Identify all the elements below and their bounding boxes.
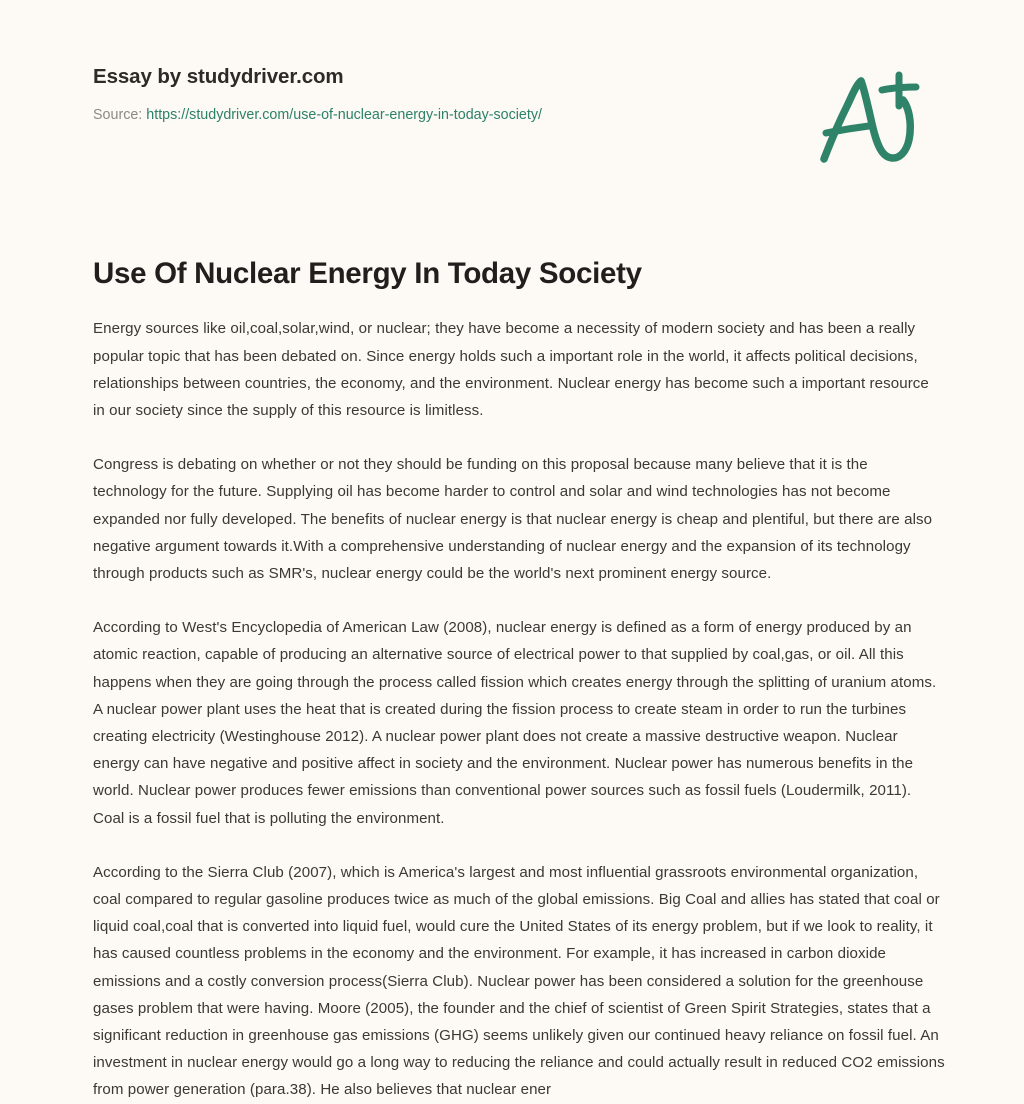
a-plus-logo xyxy=(812,62,932,172)
source-label: Source: xyxy=(93,106,143,123)
essay-paragraph: According to the Sierra Club (2007), which is America's largest and most influential grassroots environmental organization, coal compared to regular gasoline produces twice as much of the global emissions. Big Coal and allies has stated that coal or liquid coal,coal that is converted into liquid fuel, would cure the United States of its energy problem, but if we look to reality, it has caused countless problems in the economy and the environment. For example, it has increased in carbon dioxide emissions and a costly conversion process(Sierra Club). Nuclear power has been considered a solution for the greenhouse gases problem that were having. Moore (2005), the founder and the chief of scientist of Green Spirit Strategies, states that a significant reduction in greenhouse gas emissions (GHG) seems unlikely given our continued heavy reliance on fossil fuel. An investment in nuclear energy would go a long way to reducing the reliance and could actually result in reduced CO2 emissions from power generation (para.38). He also believes that nuclear ener xyxy=(93,863,945,1099)
essay-attribution-title: Essay by studydriver.com xyxy=(93,65,344,88)
essay-body xyxy=(93,315,945,1103)
a-plus-logo-icon xyxy=(812,62,932,172)
essay-paragraph: According to West's Encyclopedia of American Law (2008), nuclear energy is defined as a form of energy produced by an atomic reaction, capable of producing an alternative source of electrical power to that supplied by coal,gas, or oil. All this happens when they are going through the process called fission which creates energy through the splitting of uranium atoms. A nuclear power plant uses the heat that is created during the fission process to create steam in order to run the turbines creating electricity (Westinghouse 2012). A nuclear power plant does not create a massive destructive weapon. Nuclear energy can have negative and positive affect in society and the environment. Nuclear power has numerous benefits in the world. Nuclear power produces fewer emissions than conventional power sources such as fossil fuels (Loudermilk, 2011). Coal is a fossil fuel that is polluting the environment. xyxy=(93,619,937,827)
page-title: Use Of Nuclear Energy In Today Society xyxy=(93,257,642,290)
source-url-link[interactable]: https://studydriver.com/use-of-nuclear-energy-in-today-society/ xyxy=(146,106,542,123)
essay-paragraph: Congress is debating on whether or not they should be funding on this proposal because many believe that it is the technology for the future. Supplying oil has become harder to control and solar and wind technologies has not become expanded nor fully developed. The benefits of nuclear energy is that nuclear energy is cheap and plentiful, but there are also negative argument towards it.With a comprehensive understanding of nuclear energy and the expansion of its technology through products such as SMR's, nuclear energy could be the world's next prominent energy source. xyxy=(93,456,933,583)
essay-paragraph: Energy sources like oil,coal,solar,wind, or nuclear; they have become a necessity of modern society and has been a really popular topic that has been debated on. Since energy holds such a important role in the world, it affects political decisions, relationships between countries, the economy, and the environment. Nuclear energy has become such a important resource in our society since the supply of this resource is limitless. xyxy=(93,320,929,419)
essay-container xyxy=(93,256,945,1104)
